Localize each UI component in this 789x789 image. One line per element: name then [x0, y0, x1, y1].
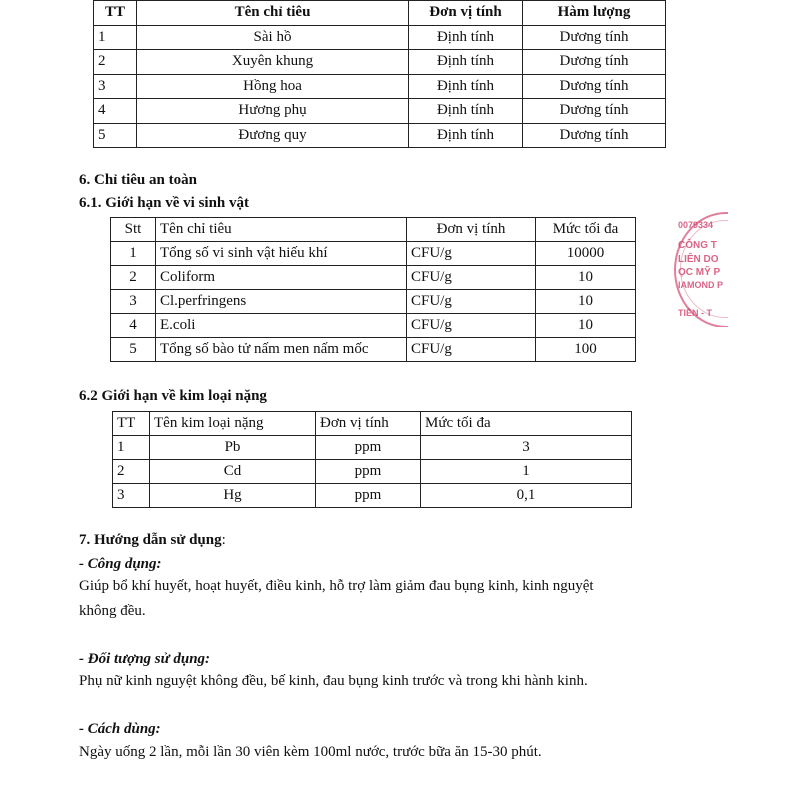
- header-unit: Đơn vị tính: [316, 412, 421, 436]
- cell-value: 10000: [536, 242, 636, 266]
- cell-tt: 4: [94, 99, 137, 124]
- heavy-metals-table: [112, 411, 632, 508]
- cell-stt: 1: [111, 242, 156, 266]
- uses-text-line2: không đều.: [79, 603, 146, 619]
- cell-value: 10: [536, 290, 636, 314]
- table-row: [94, 74, 666, 99]
- header-tt: TT: [94, 1, 137, 26]
- section-6-title: 6. Chỉ tiêu an toàn: [79, 172, 197, 188]
- table-row: [111, 290, 636, 314]
- header-tt: TT: [113, 412, 150, 436]
- header-name: Tên kim loại nặng: [150, 412, 316, 436]
- section-7-heading: [79, 528, 226, 552]
- cell-unit: Định tính: [409, 50, 523, 75]
- table-row: [111, 338, 636, 362]
- header-name: Tên chỉ tiêu: [156, 218, 407, 242]
- cell-unit: ppm: [316, 460, 421, 484]
- section-7-title: 7. Hướng dẫn sử dụng: [79, 532, 222, 548]
- table-header-row: [113, 412, 632, 436]
- uses-text-line1: Giúp bổ khí huyết, hoạt huyết, điều kinh, hỗ trợ làm giảm đau bụng kinh, kinh nguyệt: [79, 578, 594, 594]
- cell-unit: CFU/g: [407, 314, 536, 338]
- cell-tt: 3: [113, 484, 150, 508]
- header-content: Hàm lượng: [523, 1, 666, 26]
- cell-name: E.coli: [156, 314, 407, 338]
- header-unit: Đơn vị tính: [409, 1, 523, 26]
- cell-value: Dương tính: [523, 74, 666, 99]
- cell-name: Đương quy: [137, 123, 409, 148]
- usage-text: Ngày uống 2 lần, mỗi lần 30 viên kèm 100ml nước, trước bữa ăn 15-30 phút.: [79, 744, 542, 760]
- cell-name: Hồng hoa: [137, 74, 409, 99]
- stamp-text: 0079334: [678, 220, 714, 230]
- cell-stt: 4: [111, 314, 156, 338]
- table-row: [94, 123, 666, 148]
- section-6-1-title: 6.1. Giới hạn về vi sinh vật: [79, 195, 250, 211]
- cell-name: Hg: [150, 484, 316, 508]
- stamp-text: IAMOND P: [678, 280, 723, 290]
- cell-name: Coliform: [156, 266, 407, 290]
- table-row: [111, 266, 636, 290]
- cell-stt: 5: [111, 338, 156, 362]
- header-unit: Đơn vị tính: [407, 218, 536, 242]
- cell-tt: 1: [113, 436, 150, 460]
- cell-unit: Định tính: [409, 123, 523, 148]
- stamp-text: LIÊN DO: [678, 254, 719, 265]
- table-header-row: [111, 218, 636, 242]
- table-row: [94, 99, 666, 124]
- cell-value: 0,1: [421, 484, 632, 508]
- cell-value: 3: [421, 436, 632, 460]
- cell-name: Tổng số vi sinh vật hiếu khí: [156, 242, 407, 266]
- header-max: Mức tối đa: [536, 218, 636, 242]
- cell-value: Dương tính: [523, 123, 666, 148]
- cell-value: 10: [536, 314, 636, 338]
- usage-label: - Cách dùng:: [79, 721, 161, 737]
- table-row: [111, 242, 636, 266]
- cell-unit: ppm: [316, 484, 421, 508]
- cell-value: 1: [421, 460, 632, 484]
- cell-name: Tổng số bào tử nấm men nấm mốc: [156, 338, 407, 362]
- table-header-row: [94, 1, 666, 26]
- table-row: [113, 484, 632, 508]
- cell-tt: 2: [113, 460, 150, 484]
- cell-value: 100: [536, 338, 636, 362]
- cell-name: Sài hồ: [137, 25, 409, 50]
- cell-value: 10: [536, 266, 636, 290]
- uses-label: - Công dụng:: [79, 556, 162, 572]
- cell-name: Pb: [150, 436, 316, 460]
- stamp-text: ỌC MỸ P: [678, 267, 721, 278]
- cell-tt: 5: [94, 123, 137, 148]
- table-row: [113, 436, 632, 460]
- cell-tt: 2: [94, 50, 137, 75]
- cell-tt: 1: [94, 25, 137, 50]
- target-text: Phụ nữ kinh nguyệt không đều, bế kinh, đau bụng kinh trước và trong khi hành kinh.: [79, 673, 588, 689]
- active-ingredients-table: [93, 0, 666, 148]
- cell-stt: 2: [111, 266, 156, 290]
- cell-unit: CFU/g: [407, 242, 536, 266]
- section-6-2-title: 6.2 Giới hạn về kim loại nặng: [79, 388, 267, 404]
- table-row: [113, 460, 632, 484]
- cell-value: Dương tính: [523, 99, 666, 124]
- table-row: [94, 50, 666, 75]
- cell-tt: 3: [94, 74, 137, 99]
- header-stt: Stt: [111, 218, 156, 242]
- cell-unit: CFU/g: [407, 290, 536, 314]
- cell-value: Dương tính: [523, 50, 666, 75]
- cell-name: Xuyên khung: [137, 50, 409, 75]
- company-stamp: [668, 212, 728, 327]
- section-7-colon: :: [221, 532, 226, 548]
- cell-name: Cd: [150, 460, 316, 484]
- cell-stt: 3: [111, 290, 156, 314]
- header-name: Tên chỉ tiêu: [137, 1, 409, 26]
- cell-unit: ppm: [316, 436, 421, 460]
- cell-value: Dương tính: [523, 25, 666, 50]
- stamp-text: TIỀN - T: [678, 308, 712, 318]
- header-max: Mức tối đa: [421, 412, 632, 436]
- cell-unit: CFU/g: [407, 338, 536, 362]
- cell-unit: Định tính: [409, 74, 523, 99]
- microbial-limits-table: [110, 217, 636, 362]
- table-row: [94, 25, 666, 50]
- cell-unit: Định tính: [409, 25, 523, 50]
- target-label: - Đối tượng sử dụng:: [79, 651, 211, 667]
- cell-name: Hương phụ: [137, 99, 409, 124]
- cell-unit: Định tính: [409, 99, 523, 124]
- table-row: [111, 314, 636, 338]
- cell-unit: CFU/g: [407, 266, 536, 290]
- stamp-text: CÔNG T: [678, 240, 717, 251]
- cell-name: Cl.perfringens: [156, 290, 407, 314]
